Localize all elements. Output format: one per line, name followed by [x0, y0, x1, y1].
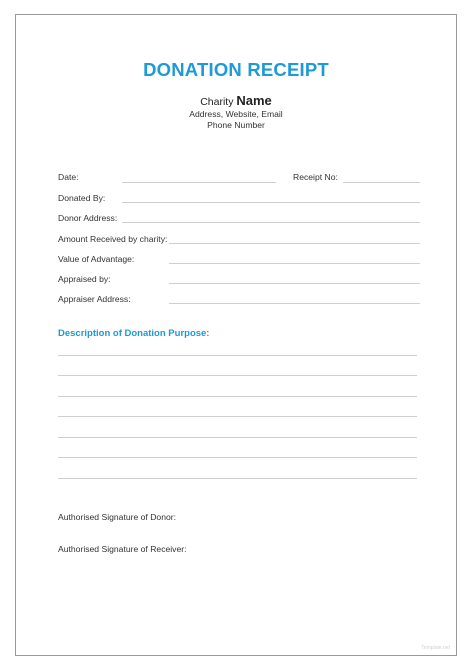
charity-name-prefix: Charity [200, 96, 237, 108]
donor-address-label: Donor Address: [58, 213, 118, 223]
appraiser-address-label: Appraiser Address: [58, 294, 131, 304]
description-line-1[interactable] [58, 355, 417, 356]
date-label: Date: [58, 172, 79, 182]
receipt-no-label: Receipt No: [293, 172, 338, 182]
receipt-title: DONATION RECEIPT [143, 59, 329, 80]
amount-received-line[interactable] [169, 243, 420, 244]
charity-name-main: Name [236, 93, 272, 108]
appraised-by-label: Appraised by: [58, 274, 111, 284]
description-heading: Description of Donation Purpose: [58, 328, 210, 339]
donated-by-label: Donated By: [58, 193, 106, 203]
charity-phone: Phone Number [207, 120, 265, 130]
donor-signature-label: Authorised Signature of Donor: [58, 512, 176, 522]
value-of-advantage-line[interactable] [169, 263, 420, 264]
date-line[interactable] [122, 182, 276, 183]
appraiser-address-line[interactable] [169, 303, 420, 304]
description-line-7[interactable] [58, 478, 417, 479]
description-line-6[interactable] [58, 457, 417, 458]
receiver-signature-label: Authorised Signature of Receiver: [58, 544, 187, 554]
charity-name [16, 93, 456, 108]
description-line-3[interactable] [58, 396, 417, 397]
donated-by-line[interactable] [122, 202, 420, 203]
watermark: Template.net [421, 645, 450, 651]
appraised-by-line[interactable] [169, 283, 420, 284]
description-line-4[interactable] [58, 416, 417, 417]
description-line-5[interactable] [58, 437, 417, 438]
receipt-no-line[interactable] [343, 182, 420, 183]
value-of-advantage-label: Value of Advantage: [58, 254, 135, 264]
donor-address-line[interactable] [122, 222, 420, 223]
description-line-2[interactable] [58, 375, 417, 376]
receipt-page [15, 14, 457, 656]
charity-address: Address, Website, Email [189, 109, 283, 119]
amount-received-label: Amount Received by charity: [58, 234, 168, 244]
